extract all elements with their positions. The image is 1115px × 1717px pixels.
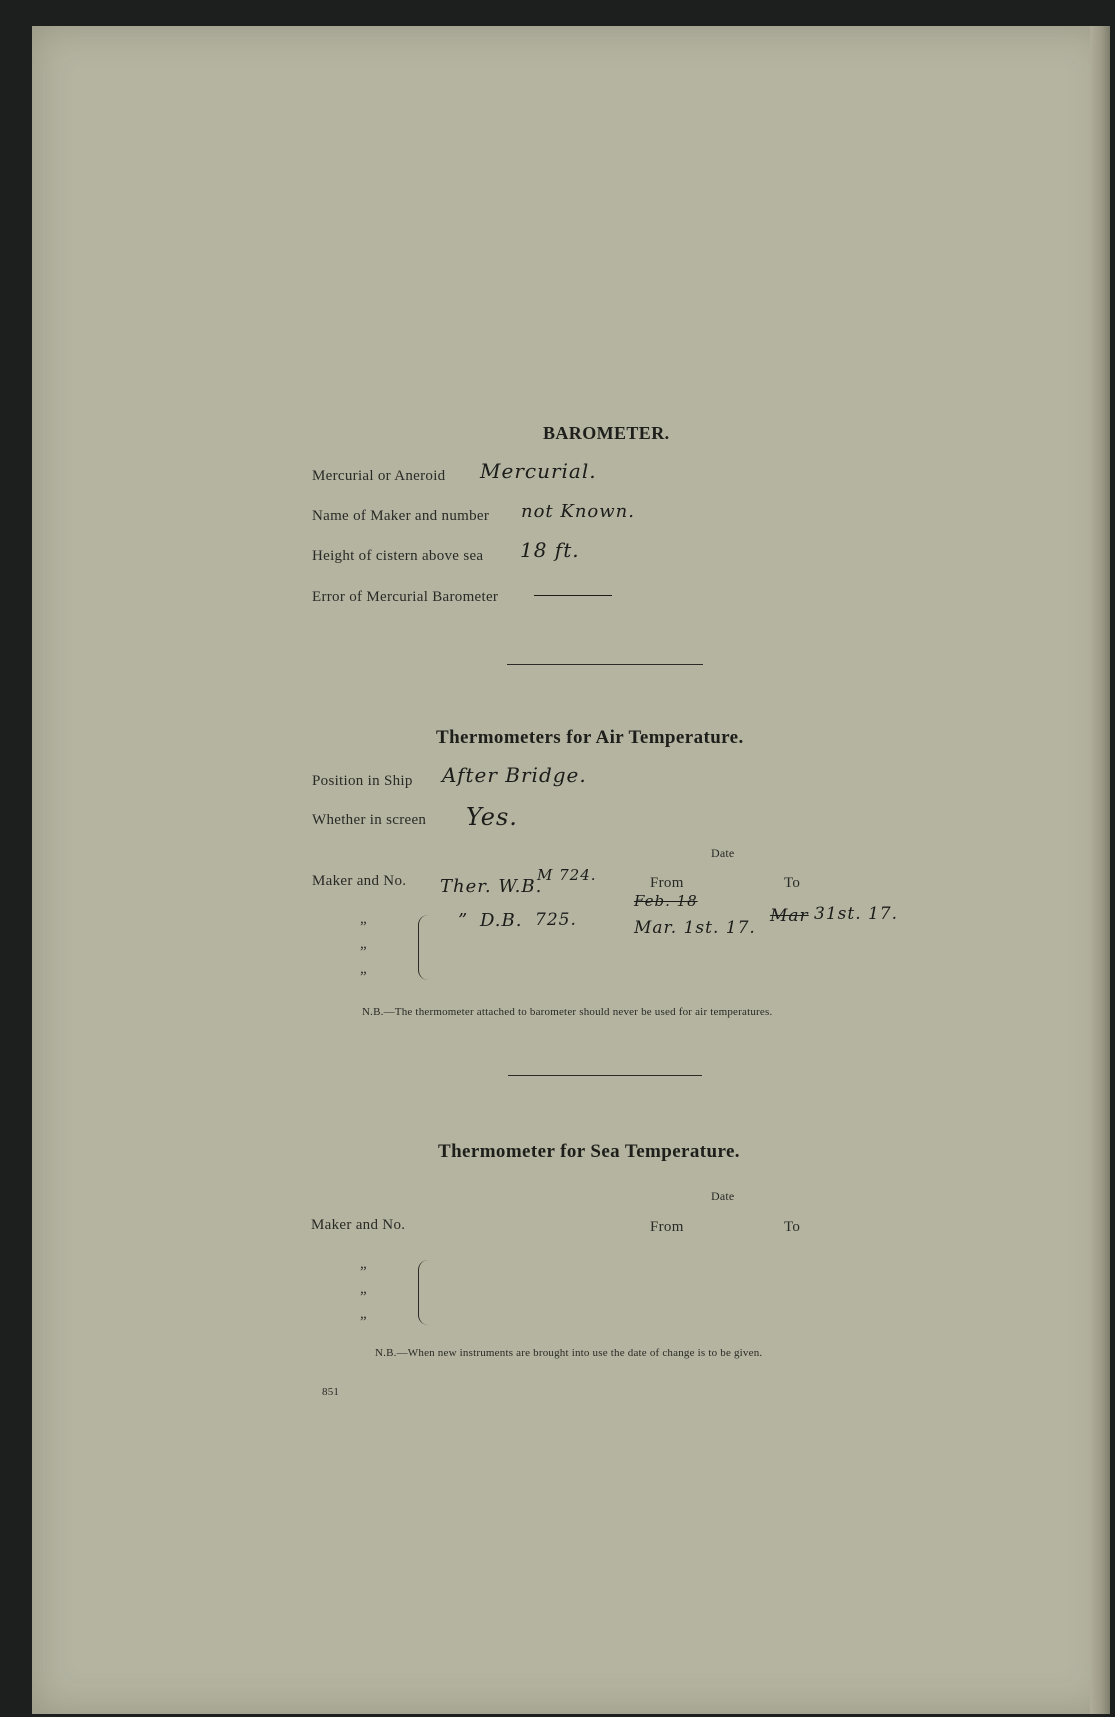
air-position-label: Position in Ship [312,773,413,789]
air-title: Thermometers for Air Temperature. [436,727,744,748]
barometer-height-label: Height of cistern above sea [312,548,484,564]
air-to-label: To [784,875,801,891]
air-ditto-2: ” [360,944,367,960]
air-row1-number: M 724. [537,866,597,884]
air-date-label: Date [711,846,735,860]
sea-note: N.B.—When new instruments are brought into use the date of change is to be given. [375,1347,763,1359]
sea-ditto-2: ” [360,1289,367,1305]
air-from-struck: Feb. 18 [634,892,698,910]
air-to-struck: Mar [770,906,809,926]
barometer-maker-label: Name of Maker and number [312,508,490,524]
barometer-title: BAROMETER. [543,423,670,443]
section-divider [508,1075,702,1076]
page-number: 851 [322,1386,340,1398]
air-row1-maker: Ther. W.B. [440,876,543,897]
air-from-label: From [650,875,684,891]
air-note: N.B.—The thermometer attached to barometer should never be used for air temperatures. [362,1006,773,1018]
sea-date-label: Date [711,1189,735,1203]
sea-brace [418,1260,433,1325]
sea-title: Thermometer for Sea Temperature. [438,1141,740,1162]
air-ditto-1: ” [360,919,367,935]
air-maker-label: Maker and No. [312,873,407,889]
air-row2-ditto: ” [458,910,469,931]
barometer-maker-value: not Known. [521,501,635,522]
air-row2-number: 725. [535,910,577,930]
barometer-height-value: 18 ft. [520,538,580,562]
sea-ditto-1: ” [360,1264,367,1280]
air-position-value: After Bridge. [442,763,587,787]
barometer-error-dash [534,595,612,596]
air-screen-label: Whether in screen [312,812,427,828]
barometer-type-label: Mercurial or Aneroid [312,468,446,484]
sea-ditto-3: ” [360,1314,367,1330]
air-from-value: Mar. 1st. 17. [634,918,756,938]
air-brace [418,915,433,980]
sea-maker-label: Maker and No. [311,1217,406,1233]
barometer-type-value: Mercurial. [480,459,597,483]
air-row2-maker: D.B. [480,910,523,931]
binding-edge [1090,26,1110,1714]
sea-from-label: From [650,1219,684,1235]
air-screen-value: Yes. [466,803,518,831]
barometer-error-label: Error of Mercurial Barometer [312,589,499,605]
section-divider [507,664,703,665]
air-to-value: 31st. 17. [814,904,899,924]
air-ditto-3: ” [360,969,367,985]
sea-to-label: To [784,1219,801,1235]
